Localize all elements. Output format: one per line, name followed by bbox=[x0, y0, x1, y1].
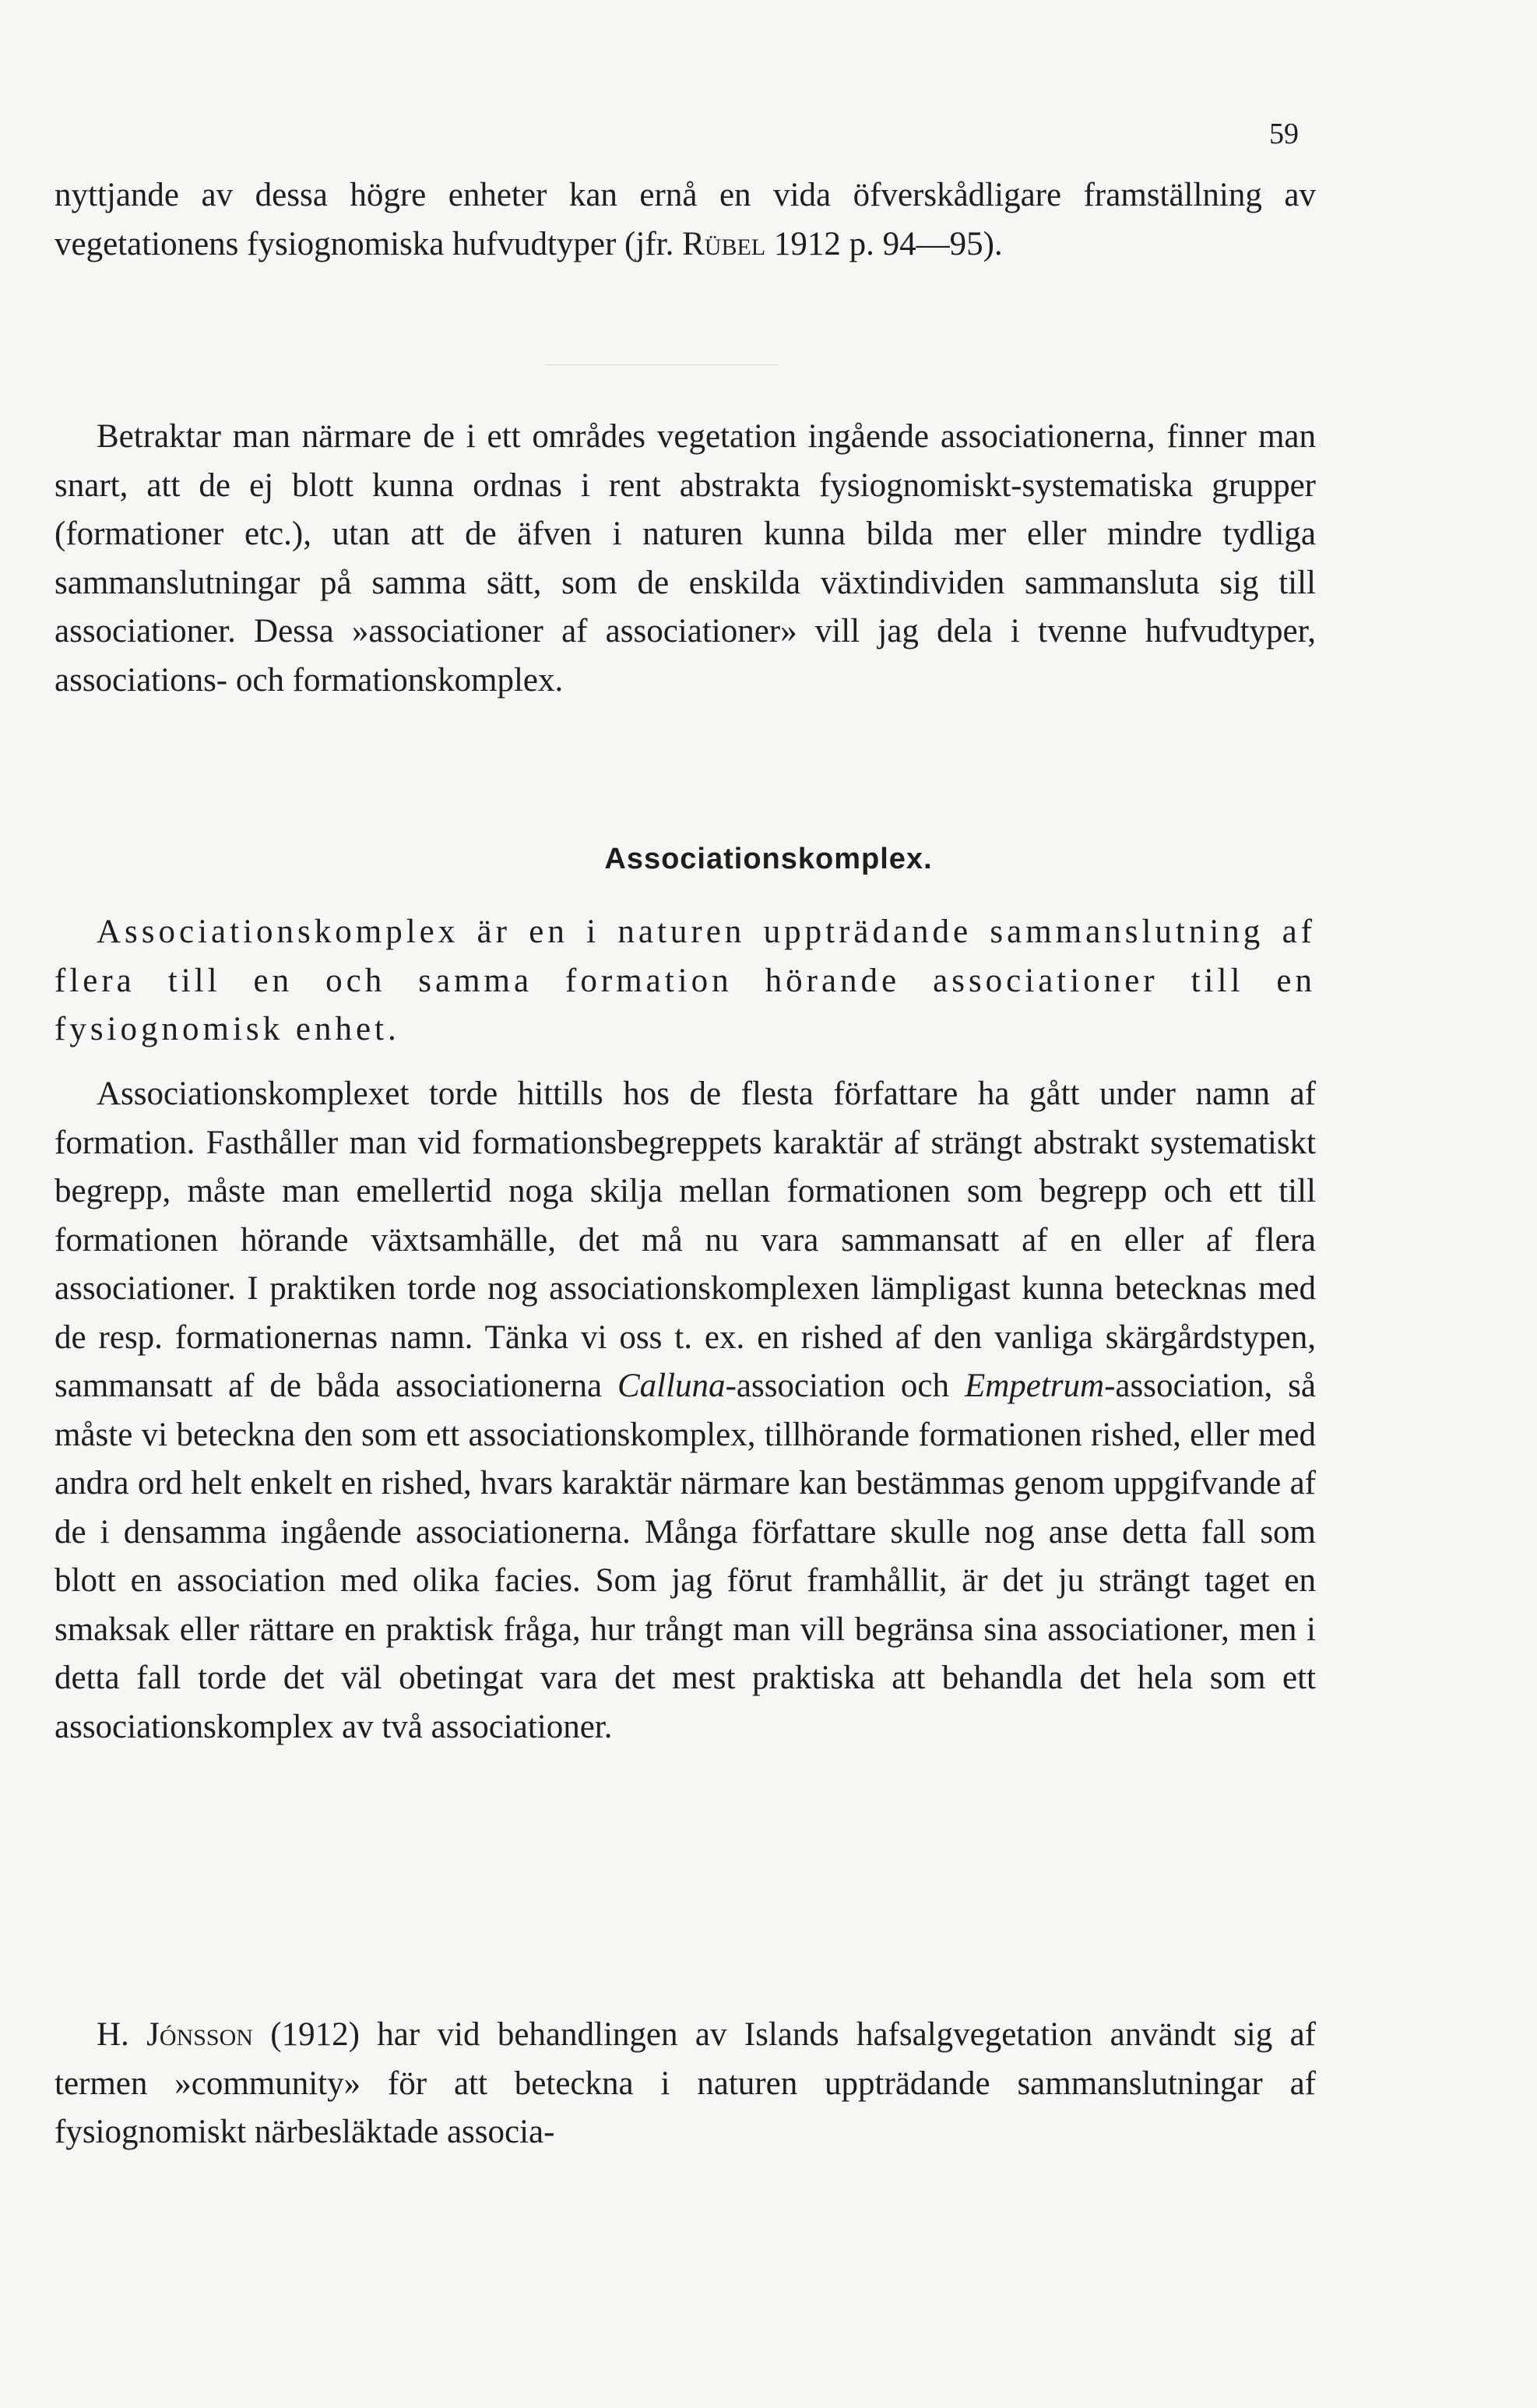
paragraph-text: H. bbox=[97, 2016, 147, 2053]
definition-text: Associationskomplex är en i naturen uppträdande sammanslutning af flera till en och samma formation hörande associationer till en fysiognomisk enhet. bbox=[55, 914, 1316, 1047]
paragraph-text: -association och bbox=[725, 1368, 965, 1404]
paragraph-text: nyttjande av dessa högre enheter kan ernå en vida öfverskådligare framställning av vegetationens fysiognomiska hufvudtyper (jfr. bbox=[55, 177, 1316, 262]
paragraph-text: (1912) har vid behandlingen av Islands hafsalgvegetation användt sig af termen »community» för att beteckna i naturen uppträdande sammanslutningar af fysiognomiskt närbesläktade associa- bbox=[55, 2016, 1317, 2150]
paragraph-jonsson bbox=[55, 2011, 1316, 2157]
paragraph-associationskomplexet bbox=[55, 1070, 1316, 1751]
definition-paragraph bbox=[55, 908, 1316, 1054]
paragraph-text: 1912 p. 94—95). bbox=[765, 225, 1003, 262]
author-citation: Rübel bbox=[682, 225, 766, 262]
paragraph-betraktar bbox=[55, 413, 1316, 705]
paragraph-text: Betraktar man närmare de i ett områdes vegetation ingående associationerna, finner man snart, att de ej blott kunna ordnas i rent abstrakta fysiognomiskt-systematiska grupper (formationer etc.), utan att de äfven i naturen kunna bilda mer eller mindre tydliga sammanslutningar på samma sätt, som de enskilda växtindividen sammansluta sig till associationer. Dessa »associationer af associationer» vill jag dela i tvenne hufvudtyper, associations- och formationskomplex. bbox=[55, 418, 1316, 699]
section-heading: Associationskomplex. bbox=[604, 843, 933, 875]
paragraph-text: Associationskomplexet torde hittills hos de flesta författare ha gått under namn af formation. Fasthåller man vid formationsbegreppets karaktär af strängt abstrakt systematiskt begrepp, måste man emellertid noga skilja mellan formationen som begrepp och ett till formationen hörande växtsamhälle, det må nu vara sammansatt af en eller af flera associationer. I praktiken torde nog associationskomplexen lämpligast kunna betecknas med de resp. formationernas namn. Tänka vi oss t. ex. en rished af den vanliga skärgårdstypen, sammansatt af de båda associationerna bbox=[55, 1076, 1316, 1404]
author-citation: Jónsson bbox=[146, 2016, 253, 2053]
faint-divider bbox=[545, 364, 779, 365]
species-name-empetrum: Empetrum bbox=[964, 1368, 1105, 1404]
paragraph-text: -association, så måste vi beteckna den som ett associationskomplex, tillhörande formationen rished, eller med andra ord helt enkelt en rished, hvars karaktär närmare kan bestämmas genom uppgifvande af de i densamma ingående associationerna. Många författare skulle nog anse detta fall som blott en association med olika facies. Som jag förut framhållit, är det ju strängt taget en smaksak eller rättare en praktisk fråga, hur trångt man vill begränsa sina associationer, men i detta fall torde det väl obetingat vara det mest praktiska att behandla det hela som ett associationskomplex av två associationer. bbox=[55, 1368, 1316, 1745]
paragraph-continuation bbox=[55, 171, 1316, 269]
page-number: 59 bbox=[1269, 118, 1299, 150]
species-name-calluna: Calluna bbox=[617, 1368, 726, 1404]
